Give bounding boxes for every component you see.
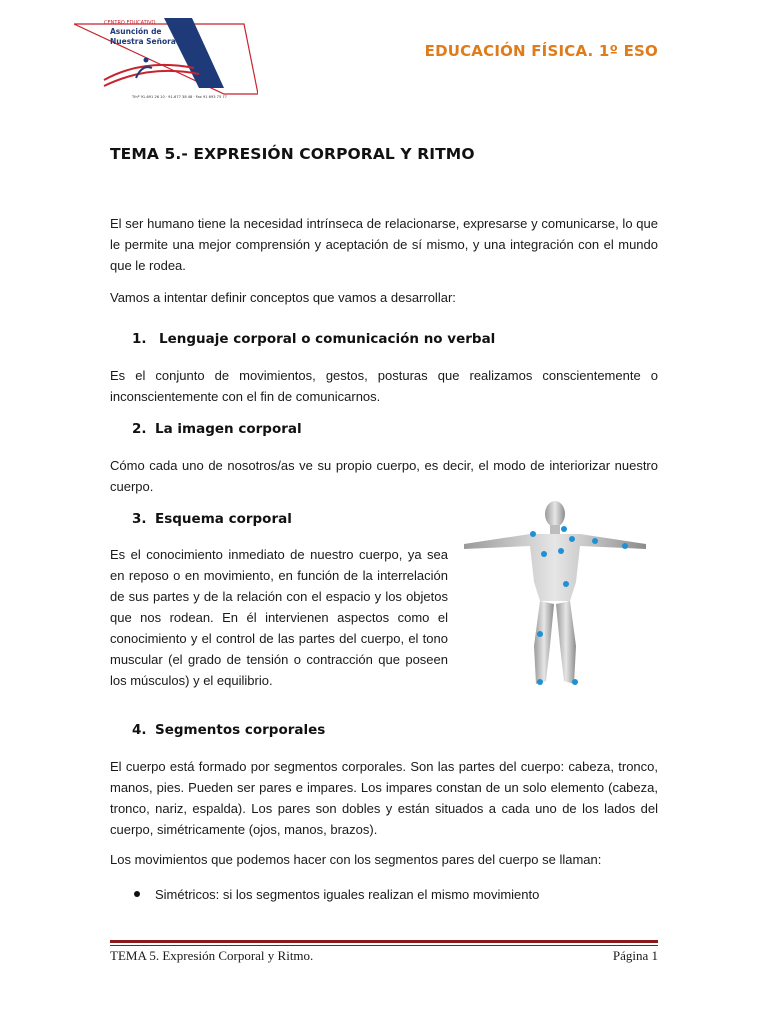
svg-text:Tfnº 91-691 26 10 · 91-677 38: Tfnº 91-691 26 10 · 91-677 38 48 · Fax 91 693 75 77 (132, 95, 227, 99)
page-title: TEMA 5.- EXPRESIÓN CORPORAL Y RITMO (110, 145, 475, 163)
section-heading-3 (132, 511, 292, 527)
section-heading-1 (132, 331, 495, 347)
section-title: Lenguaje corporal o comunicación no verbal (159, 331, 496, 347)
section-text-2: Cómo cada uno de nosotros/as ve su propio cuerpo, es decir, el modo de interiorizar nuestro cuerpo. (110, 458, 658, 494)
section-text-4: El cuerpo está formado por segmentos corporales. Son las partes del cuerpo: cabeza, tronco, manos, pies. Pueden ser pares e impares. Los impares constan de un solo elemento (cabeza, tronco, nariz, espalda). Los pares son dobles y están situados a cada uno de los lados del cuerpo, simétricamente (ojos, manos, brazos). (110, 759, 658, 837)
section-number: 1. (132, 331, 147, 347)
footer-title: TEMA 5. Expresión Corporal y Ritmo. (110, 948, 314, 963)
intro-lead: Vamos a intentar definir conceptos que vamos a desarrollar: (110, 290, 456, 305)
list-item: Simétricos: si los segmentos iguales realizan el mismo movimiento (110, 884, 539, 905)
section-heading-4 (132, 722, 325, 738)
section-number: 3. (132, 511, 147, 527)
section-text-3: Es el conocimiento inmediato de nuestro cuerpo, ya sea en reposo o en movimiento, en función de la interrelación de sus partes y de la relación con el espacio y los objetos que nos rodean. En él intervienen aspectos como el conocimiento y el control de las partes del cuerpo, el tono muscular (el grado de tensión o contracción que poseen los músculos) y el equilibrio. (110, 547, 448, 688)
svg-text:CENTRO EDUCATIVO: CENTRO EDUCATIVO (104, 20, 156, 26)
course-title: EDUCACIÓN FÍSICA. 1º ESO (424, 42, 658, 60)
section-title: Esquema corporal (155, 511, 292, 527)
body-figure-image (460, 496, 650, 692)
svg-text:Asunción de: Asunción de (110, 27, 162, 36)
bullet-icon (134, 891, 140, 897)
movement-list (110, 884, 539, 905)
svg-text:Nuestra Señora: Nuestra Señora (110, 37, 176, 46)
page-footer (110, 948, 658, 964)
section-heading-2 (132, 421, 302, 437)
school-logo (74, 18, 258, 100)
section-title: La imagen corporal (155, 421, 302, 437)
movements-intro: Los movimientos que podemos hacer con los segmentos pares del cuerpo se llaman: (110, 852, 602, 867)
section-text-1: Es el conjunto de movimientos, gestos, posturas que realizamos conscientemente o inconscientemente con el fin de comunicarnos. (110, 368, 658, 404)
section-title: Segmentos corporales (155, 722, 326, 738)
footer-divider (110, 940, 658, 946)
section-number: 2. (132, 421, 147, 437)
section-number: 4. (132, 722, 147, 738)
intro-paragraph: El ser humano tiene la necesidad intrínseca de relacionarse, expresarse y comunicarse, lo que le permite una mejor comprensión y aceptación de sí mismo, y una integración con el mundo que le rodea. (110, 216, 658, 273)
page-number: Página 1 (612, 948, 658, 963)
